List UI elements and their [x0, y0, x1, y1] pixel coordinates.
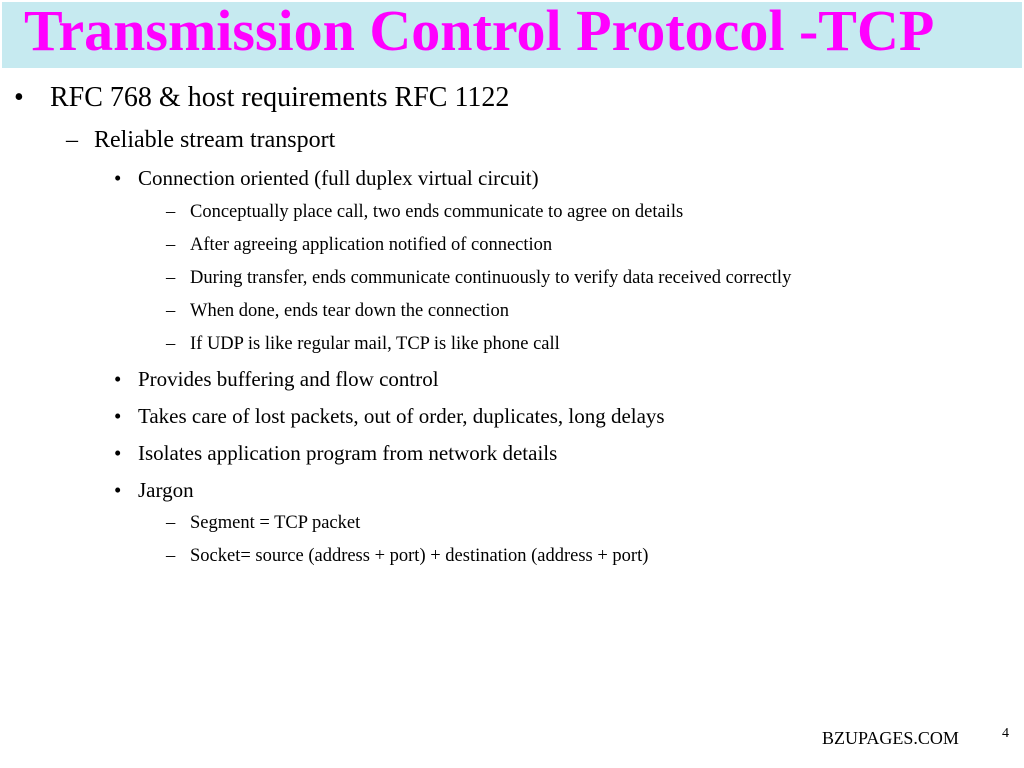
dash-marker: – [66, 127, 78, 153]
slide-title: Transmission Control Protocol -TCP [24, 0, 935, 63]
list-item-text: Isolates application program from network details [138, 441, 558, 465]
list-item-text: Provides buffering and flow control [138, 367, 439, 391]
list-item-text: RFC 768 & host requirements RFC 1122 [50, 82, 510, 113]
dash-marker: – [166, 334, 176, 354]
bullet-marker: • [114, 478, 122, 502]
list-item-text: Connection oriented (full duplex virtual circuit) [138, 166, 539, 190]
list-item-text: Segment = TCP packet [190, 513, 361, 533]
list-item-text: Conceptually place call, two ends communicate to agree on details [190, 202, 684, 222]
list-item-text: Socket= source (address + port) + destination (address + port) [190, 546, 649, 566]
list-item-text: Jargon [138, 478, 194, 502]
bullet-marker: • [114, 441, 122, 465]
dash-marker: – [166, 301, 176, 321]
footer-source: BZUPAGES.COM [822, 728, 959, 748]
bullet-marker: • [114, 367, 122, 391]
page-number: 4 [1002, 726, 1009, 741]
list-item-text: Reliable stream transport [94, 127, 336, 153]
list-item-text: If UDP is like regular mail, TCP is like phone call [190, 334, 560, 354]
dash-marker: – [166, 546, 176, 566]
dash-marker: – [166, 235, 176, 255]
dash-marker: – [166, 513, 176, 533]
list-item-text: When done, ends tear down the connection [190, 301, 510, 321]
list-item-text: During transfer, ends communicate continuously to verify data received correctly [190, 268, 792, 288]
dash-marker: – [166, 202, 176, 222]
bullet-marker: • [114, 404, 122, 428]
list-item-text: Takes care of lost packets, out of order, duplicates, long delays [138, 404, 665, 428]
dash-marker: – [166, 268, 176, 288]
title-bar [2, 2, 1022, 68]
list-item-text: After agreeing application notified of connection [190, 235, 553, 255]
bullet-marker: • [114, 166, 122, 190]
bullet-marker: • [14, 82, 24, 113]
